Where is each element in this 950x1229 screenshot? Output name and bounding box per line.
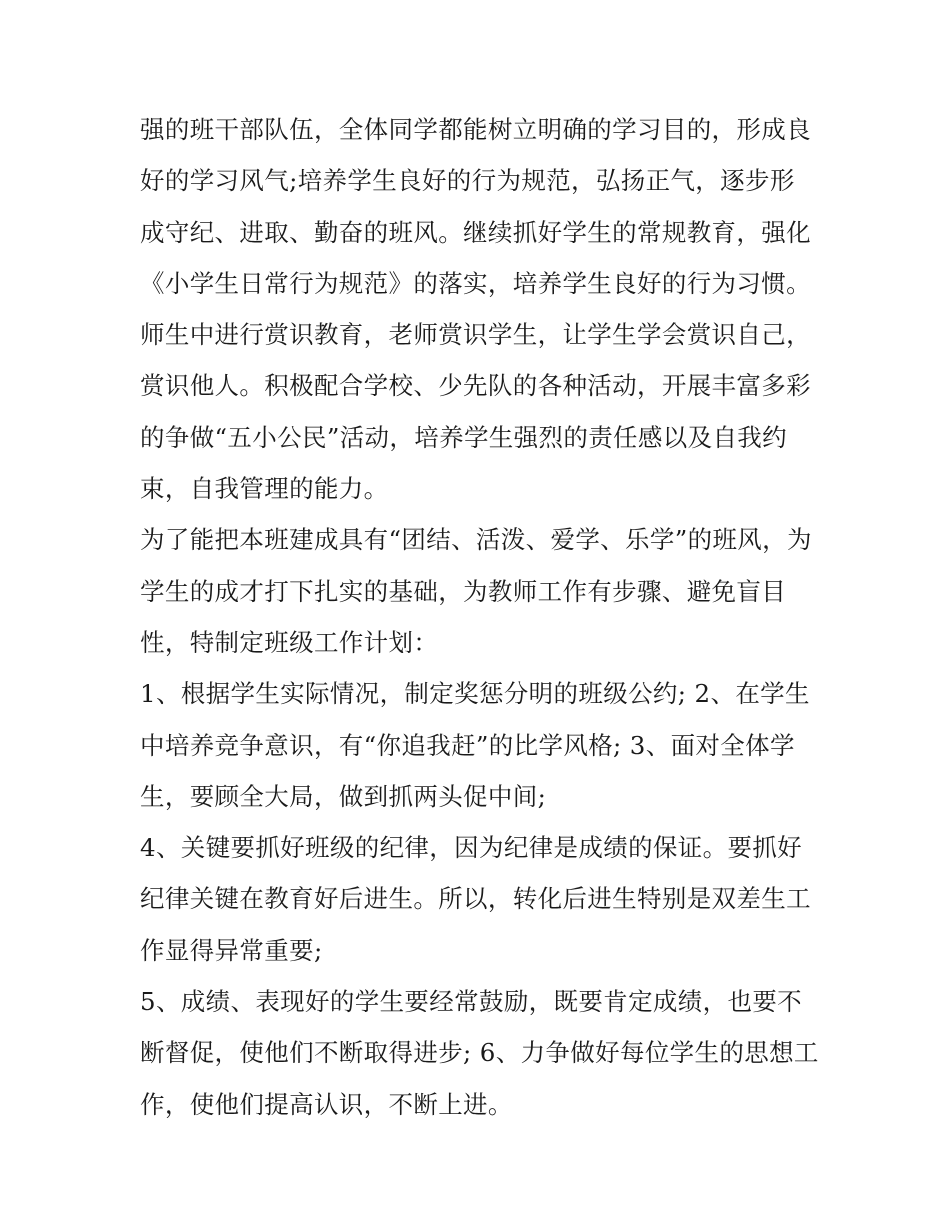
text-line-2: 好的学习风气;培养学生良好的行为规范，弘扬正气，逐步形 <box>140 166 795 196</box>
text-line-7: 的争做“五小公民”活动，培养学生强烈的责任感以及自我约 <box>140 422 787 452</box>
text-line-11: 性，特制定班级工作计划： <box>140 627 439 657</box>
text-line-13: 中培养竞争意识，有“你追我赶”的比学风格; 3、面对全体学 <box>140 730 795 760</box>
body-text <box>140 104 820 1130</box>
text-line-3: 成守纪、进取、勤奋的班风。继续抓好学生的常规教育，强化 <box>140 217 811 247</box>
text-line-12: 1、根据学生实际情况，制定奖惩分明的班级公约; 2、在学生 <box>140 679 810 709</box>
text-line-18: 5、成绩、表现好的学生要经常鼓励，既要肯定成绩，也要不 <box>140 987 803 1017</box>
text-line-9: 为了能把本班建成具有“团结、活泼、爱学、乐学”的班风，为 <box>140 525 812 555</box>
text-line-8: 束，自我管理的能力。 <box>140 474 389 504</box>
text-line-10: 学生的成才打下扎实的基础，为教师工作有步骤、避免盲目 <box>140 576 787 606</box>
text-line-4: 《小学生日常行为规范》的落实，培养学生良好的行为习惯。 <box>140 268 811 298</box>
text-line-20: 作，使他们提高认识，不断上进。 <box>140 1089 513 1119</box>
text-line-1: 强的班干部队伍，全体同学都能树立明确的学习目的，形成良 <box>140 115 811 144</box>
text-line-15: 4、关键要抓好班级的纪律，因为纪律是成绩的保证。要抓好 <box>140 833 803 863</box>
text-line-16: 纪律关键在教育好后进生。所以，转化后进生特别是双差生工 <box>140 884 811 914</box>
text-line-19: 断督促，使他们不断取得进步; 6、力争做好每位学生的思想工 <box>140 1038 819 1068</box>
text-line-17: 作显得异常重要; <box>140 935 323 965</box>
text-line-6: 赏识他人。积极配合学校、少先队的各种活动，开展丰富多彩 <box>140 371 811 401</box>
text-line-14: 生，要顾全大局，做到抓两头促中间; <box>140 781 547 811</box>
text-line-5: 师生中进行赏识教育，老师赏识学生，让学生学会赏识自己， <box>140 320 811 350</box>
